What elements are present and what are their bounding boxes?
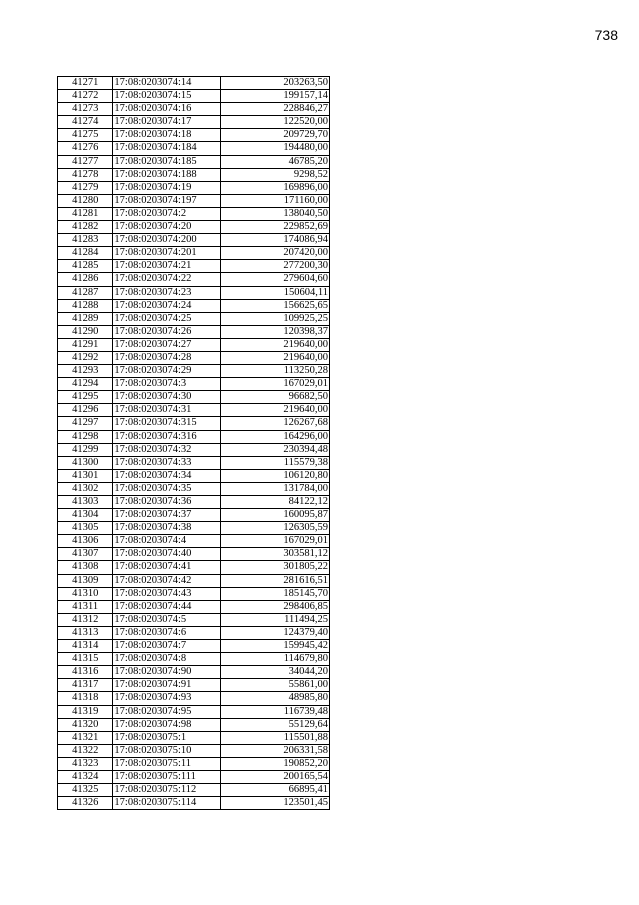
value-cell: 156625,65 (221, 299, 330, 312)
table-row (58, 574, 330, 587)
cadastral-number-cell: 17:08:0203074:188 (113, 168, 221, 181)
table-row (58, 705, 330, 718)
row-index-cell: 41271 (58, 77, 113, 90)
value-cell: 109925,25 (221, 312, 330, 325)
value-cell: 219640,00 (221, 351, 330, 364)
row-index-cell: 41278 (58, 168, 113, 181)
row-index-cell: 41296 (58, 404, 113, 417)
table-row (58, 535, 330, 548)
cadastral-number-cell: 17:08:0203074:2 (113, 207, 221, 220)
cadastral-number-cell: 17:08:0203074:5 (113, 613, 221, 626)
value-cell: 230394,48 (221, 443, 330, 456)
table-row (58, 482, 330, 495)
table-row (58, 273, 330, 286)
row-index-cell: 41299 (58, 443, 113, 456)
row-index-cell: 41316 (58, 666, 113, 679)
value-cell: 111494,25 (221, 613, 330, 626)
table-row (58, 522, 330, 535)
table-row (58, 299, 330, 312)
row-index-cell: 41277 (58, 155, 113, 168)
cadastral-number-cell: 17:08:0203074:37 (113, 509, 221, 522)
table-row (58, 443, 330, 456)
value-cell: 277200,30 (221, 260, 330, 273)
row-index-cell: 41287 (58, 286, 113, 299)
table-row (58, 679, 330, 692)
table-row (58, 653, 330, 666)
table-row (58, 155, 330, 168)
table-row (58, 365, 330, 378)
cadastral-number-cell: 17:08:0203075:114 (113, 797, 221, 810)
row-index-cell: 41291 (58, 338, 113, 351)
value-cell: 200165,54 (221, 770, 330, 783)
cadastral-number-cell: 17:08:0203074:40 (113, 548, 221, 561)
table-row (58, 116, 330, 129)
table-row (58, 103, 330, 116)
cadastral-number-cell: 17:08:0203074:26 (113, 325, 221, 338)
row-index-cell: 41274 (58, 116, 113, 129)
table-row (58, 509, 330, 522)
row-index-cell: 41324 (58, 770, 113, 783)
row-index-cell: 41280 (58, 194, 113, 207)
cadastral-number-cell: 17:08:0203074:23 (113, 286, 221, 299)
value-cell: 185145,70 (221, 587, 330, 600)
row-index-cell: 41305 (58, 522, 113, 535)
value-cell: 174086,94 (221, 234, 330, 247)
table-row (58, 404, 330, 417)
value-cell: 96682,50 (221, 391, 330, 404)
table-row (58, 600, 330, 613)
row-index-cell: 41276 (58, 142, 113, 155)
cadastral-number-cell: 17:08:0203074:95 (113, 705, 221, 718)
row-index-cell: 41288 (58, 299, 113, 312)
row-index-cell: 41293 (58, 365, 113, 378)
table-row (58, 312, 330, 325)
value-cell: 190852,20 (221, 757, 330, 770)
value-cell: 113250,28 (221, 365, 330, 378)
table-row (58, 168, 330, 181)
table-row (58, 731, 330, 744)
row-index-cell: 41317 (58, 679, 113, 692)
table-row (58, 260, 330, 273)
row-index-cell: 41289 (58, 312, 113, 325)
table-row (58, 548, 330, 561)
cadastral-number-cell: 17:08:0203074:43 (113, 587, 221, 600)
cadastral-number-cell: 17:08:0203074:31 (113, 404, 221, 417)
value-cell: 169896,00 (221, 181, 330, 194)
cadastral-number-cell: 17:08:0203075:112 (113, 784, 221, 797)
cadastral-number-cell: 17:08:0203074:25 (113, 312, 221, 325)
cadastral-number-cell: 17:08:0203074:44 (113, 600, 221, 613)
value-cell: 106120,80 (221, 469, 330, 482)
table-row (58, 221, 330, 234)
value-cell: 9298,52 (221, 168, 330, 181)
row-index-cell: 41322 (58, 744, 113, 757)
cadastral-number-cell: 17:08:0203074:29 (113, 365, 221, 378)
row-index-cell: 41326 (58, 797, 113, 810)
value-cell: 122520,00 (221, 116, 330, 129)
row-index-cell: 41321 (58, 731, 113, 744)
row-index-cell: 41302 (58, 482, 113, 495)
table-row (58, 456, 330, 469)
value-cell: 303581,12 (221, 548, 330, 561)
row-index-cell: 41303 (58, 496, 113, 509)
table-body (58, 77, 330, 810)
table-row (58, 692, 330, 705)
value-cell: 123501,45 (221, 797, 330, 810)
table-row (58, 338, 330, 351)
value-cell: 115501,88 (221, 731, 330, 744)
cadastral-number-cell: 17:08:0203074:35 (113, 482, 221, 495)
value-cell: 203263,50 (221, 77, 330, 90)
row-index-cell: 41284 (58, 247, 113, 260)
cadastral-number-cell: 17:08:0203074:21 (113, 260, 221, 273)
value-cell: 167029,01 (221, 378, 330, 391)
cadastral-number-cell: 17:08:0203074:22 (113, 273, 221, 286)
cadastral-number-cell: 17:08:0203075:1 (113, 731, 221, 744)
value-cell: 159945,42 (221, 640, 330, 653)
value-cell: 228846,27 (221, 103, 330, 116)
cadastral-number-cell: 17:08:0203074:19 (113, 181, 221, 194)
table-row (58, 181, 330, 194)
table-row (58, 391, 330, 404)
cadastral-number-cell: 17:08:0203074:184 (113, 142, 221, 155)
row-index-cell: 41272 (58, 90, 113, 103)
cadastral-number-cell: 17:08:0203074:90 (113, 666, 221, 679)
table-row (58, 378, 330, 391)
page-number: 738 (594, 27, 618, 43)
cadastral-number-cell: 17:08:0203074:16 (113, 103, 221, 116)
cadastral-number-cell: 17:08:0203074:315 (113, 417, 221, 430)
table-row (58, 757, 330, 770)
row-index-cell: 41308 (58, 561, 113, 574)
table-row (58, 142, 330, 155)
value-cell: 66895,41 (221, 784, 330, 797)
table-row (58, 784, 330, 797)
value-cell: 209729,70 (221, 129, 330, 142)
cadastral-number-cell: 17:08:0203074:6 (113, 626, 221, 639)
cadastral-number-cell: 17:08:0203074:28 (113, 351, 221, 364)
table-row (58, 496, 330, 509)
row-index-cell: 41313 (58, 626, 113, 639)
row-index-cell: 41325 (58, 784, 113, 797)
row-index-cell: 41275 (58, 129, 113, 142)
row-index-cell: 41312 (58, 613, 113, 626)
cadastral-number-cell: 17:08:0203074:33 (113, 456, 221, 469)
row-index-cell: 41314 (58, 640, 113, 653)
value-cell: 164296,00 (221, 430, 330, 443)
cadastral-number-cell: 17:08:0203074:201 (113, 247, 221, 260)
cadastral-number-cell: 17:08:0203074:93 (113, 692, 221, 705)
row-index-cell: 41290 (58, 325, 113, 338)
row-index-cell: 41294 (58, 378, 113, 391)
value-cell: 48985,80 (221, 692, 330, 705)
table-row (58, 234, 330, 247)
table-row (58, 770, 330, 783)
cadastral-number-cell: 17:08:0203074:98 (113, 718, 221, 731)
cadastral-number-cell: 17:08:0203074:200 (113, 234, 221, 247)
table-row (58, 640, 330, 653)
row-index-cell: 41315 (58, 653, 113, 666)
table-row (58, 351, 330, 364)
table-row (58, 207, 330, 220)
row-index-cell: 41306 (58, 535, 113, 548)
row-index-cell: 41319 (58, 705, 113, 718)
table-row (58, 626, 330, 639)
row-index-cell: 41298 (58, 430, 113, 443)
value-cell: 126305,59 (221, 522, 330, 535)
value-cell: 160095,87 (221, 509, 330, 522)
value-cell: 120398,37 (221, 325, 330, 338)
cadastral-number-cell: 17:08:0203074:41 (113, 561, 221, 574)
row-index-cell: 41318 (58, 692, 113, 705)
table-row (58, 718, 330, 731)
value-cell: 126267,68 (221, 417, 330, 430)
row-index-cell: 41310 (58, 587, 113, 600)
table-row (58, 417, 330, 430)
value-cell: 46785,20 (221, 155, 330, 168)
value-cell: 84122,12 (221, 496, 330, 509)
cadastral-number-cell: 17:08:0203074:15 (113, 90, 221, 103)
table-row (58, 90, 330, 103)
cadastral-number-cell: 17:08:0203074:3 (113, 378, 221, 391)
row-index-cell: 41282 (58, 221, 113, 234)
cadastral-number-cell: 17:08:0203074:24 (113, 299, 221, 312)
cadastral-number-cell: 17:08:0203074:185 (113, 155, 221, 168)
row-index-cell: 41301 (58, 469, 113, 482)
table-row (58, 325, 330, 338)
value-cell: 116739,48 (221, 705, 330, 718)
value-cell: 219640,00 (221, 404, 330, 417)
cadastral-number-cell: 17:08:0203074:316 (113, 430, 221, 443)
value-cell: 301805,22 (221, 561, 330, 574)
row-index-cell: 41295 (58, 391, 113, 404)
row-index-cell: 41307 (58, 548, 113, 561)
table-row (58, 744, 330, 757)
cadastral-number-cell: 17:08:0203074:14 (113, 77, 221, 90)
row-index-cell: 41273 (58, 103, 113, 116)
row-index-cell: 41281 (58, 207, 113, 220)
cadastral-number-cell: 17:08:0203075:10 (113, 744, 221, 757)
row-index-cell: 41309 (58, 574, 113, 587)
value-cell: 281616,51 (221, 574, 330, 587)
cadastral-number-cell: 17:08:0203074:197 (113, 194, 221, 207)
table-row (58, 129, 330, 142)
value-cell: 115579,38 (221, 456, 330, 469)
value-cell: 194480,00 (221, 142, 330, 155)
cadastral-number-cell: 17:08:0203074:7 (113, 640, 221, 653)
cadastral-number-cell: 17:08:0203074:32 (113, 443, 221, 456)
cadastral-number-cell: 17:08:0203074:17 (113, 116, 221, 129)
table-row (58, 430, 330, 443)
value-cell: 167029,01 (221, 535, 330, 548)
row-index-cell: 41285 (58, 260, 113, 273)
table-row (58, 666, 330, 679)
value-cell: 114679,80 (221, 653, 330, 666)
row-index-cell: 41286 (58, 273, 113, 286)
value-cell: 298406,85 (221, 600, 330, 613)
cadastral-number-cell: 17:08:0203074:27 (113, 338, 221, 351)
cadastral-number-cell: 17:08:0203074:34 (113, 469, 221, 482)
cadastral-number-cell: 17:08:0203074:42 (113, 574, 221, 587)
value-cell: 171160,00 (221, 194, 330, 207)
cadastral-value-table (57, 76, 330, 810)
value-cell: 138040,50 (221, 207, 330, 220)
cadastral-number-cell: 17:08:0203075:11 (113, 757, 221, 770)
row-index-cell: 41323 (58, 757, 113, 770)
row-index-cell: 41304 (58, 509, 113, 522)
table-row (58, 587, 330, 600)
value-cell: 279604,60 (221, 273, 330, 286)
table-row (58, 77, 330, 90)
row-index-cell: 41320 (58, 718, 113, 731)
table-row (58, 194, 330, 207)
cadastral-number-cell: 17:08:0203074:20 (113, 221, 221, 234)
value-cell: 55129,64 (221, 718, 330, 731)
row-index-cell: 41311 (58, 600, 113, 613)
cadastral-number-cell: 17:08:0203075:111 (113, 770, 221, 783)
table-row (58, 613, 330, 626)
table-row (58, 469, 330, 482)
cadastral-number-cell: 17:08:0203074:38 (113, 522, 221, 535)
cadastral-number-cell: 17:08:0203074:30 (113, 391, 221, 404)
table-row (58, 797, 330, 810)
value-cell: 55861,00 (221, 679, 330, 692)
row-index-cell: 41283 (58, 234, 113, 247)
row-index-cell: 41279 (58, 181, 113, 194)
value-cell: 199157,14 (221, 90, 330, 103)
table-row (58, 247, 330, 260)
cadastral-number-cell: 17:08:0203074:91 (113, 679, 221, 692)
cadastral-number-cell: 17:08:0203074:36 (113, 496, 221, 509)
cadastral-number-cell: 17:08:0203074:18 (113, 129, 221, 142)
table-row (58, 561, 330, 574)
row-index-cell: 41292 (58, 351, 113, 364)
value-cell: 229852,69 (221, 221, 330, 234)
value-cell: 34044,20 (221, 666, 330, 679)
value-cell: 124379,40 (221, 626, 330, 639)
row-index-cell: 41297 (58, 417, 113, 430)
value-cell: 131784,00 (221, 482, 330, 495)
table-row (58, 286, 330, 299)
row-index-cell: 41300 (58, 456, 113, 469)
value-cell: 207420,00 (221, 247, 330, 260)
value-cell: 206331,58 (221, 744, 330, 757)
value-cell: 219640,00 (221, 338, 330, 351)
cadastral-number-cell: 17:08:0203074:4 (113, 535, 221, 548)
cadastral-number-cell: 17:08:0203074:8 (113, 653, 221, 666)
value-cell: 150604,11 (221, 286, 330, 299)
